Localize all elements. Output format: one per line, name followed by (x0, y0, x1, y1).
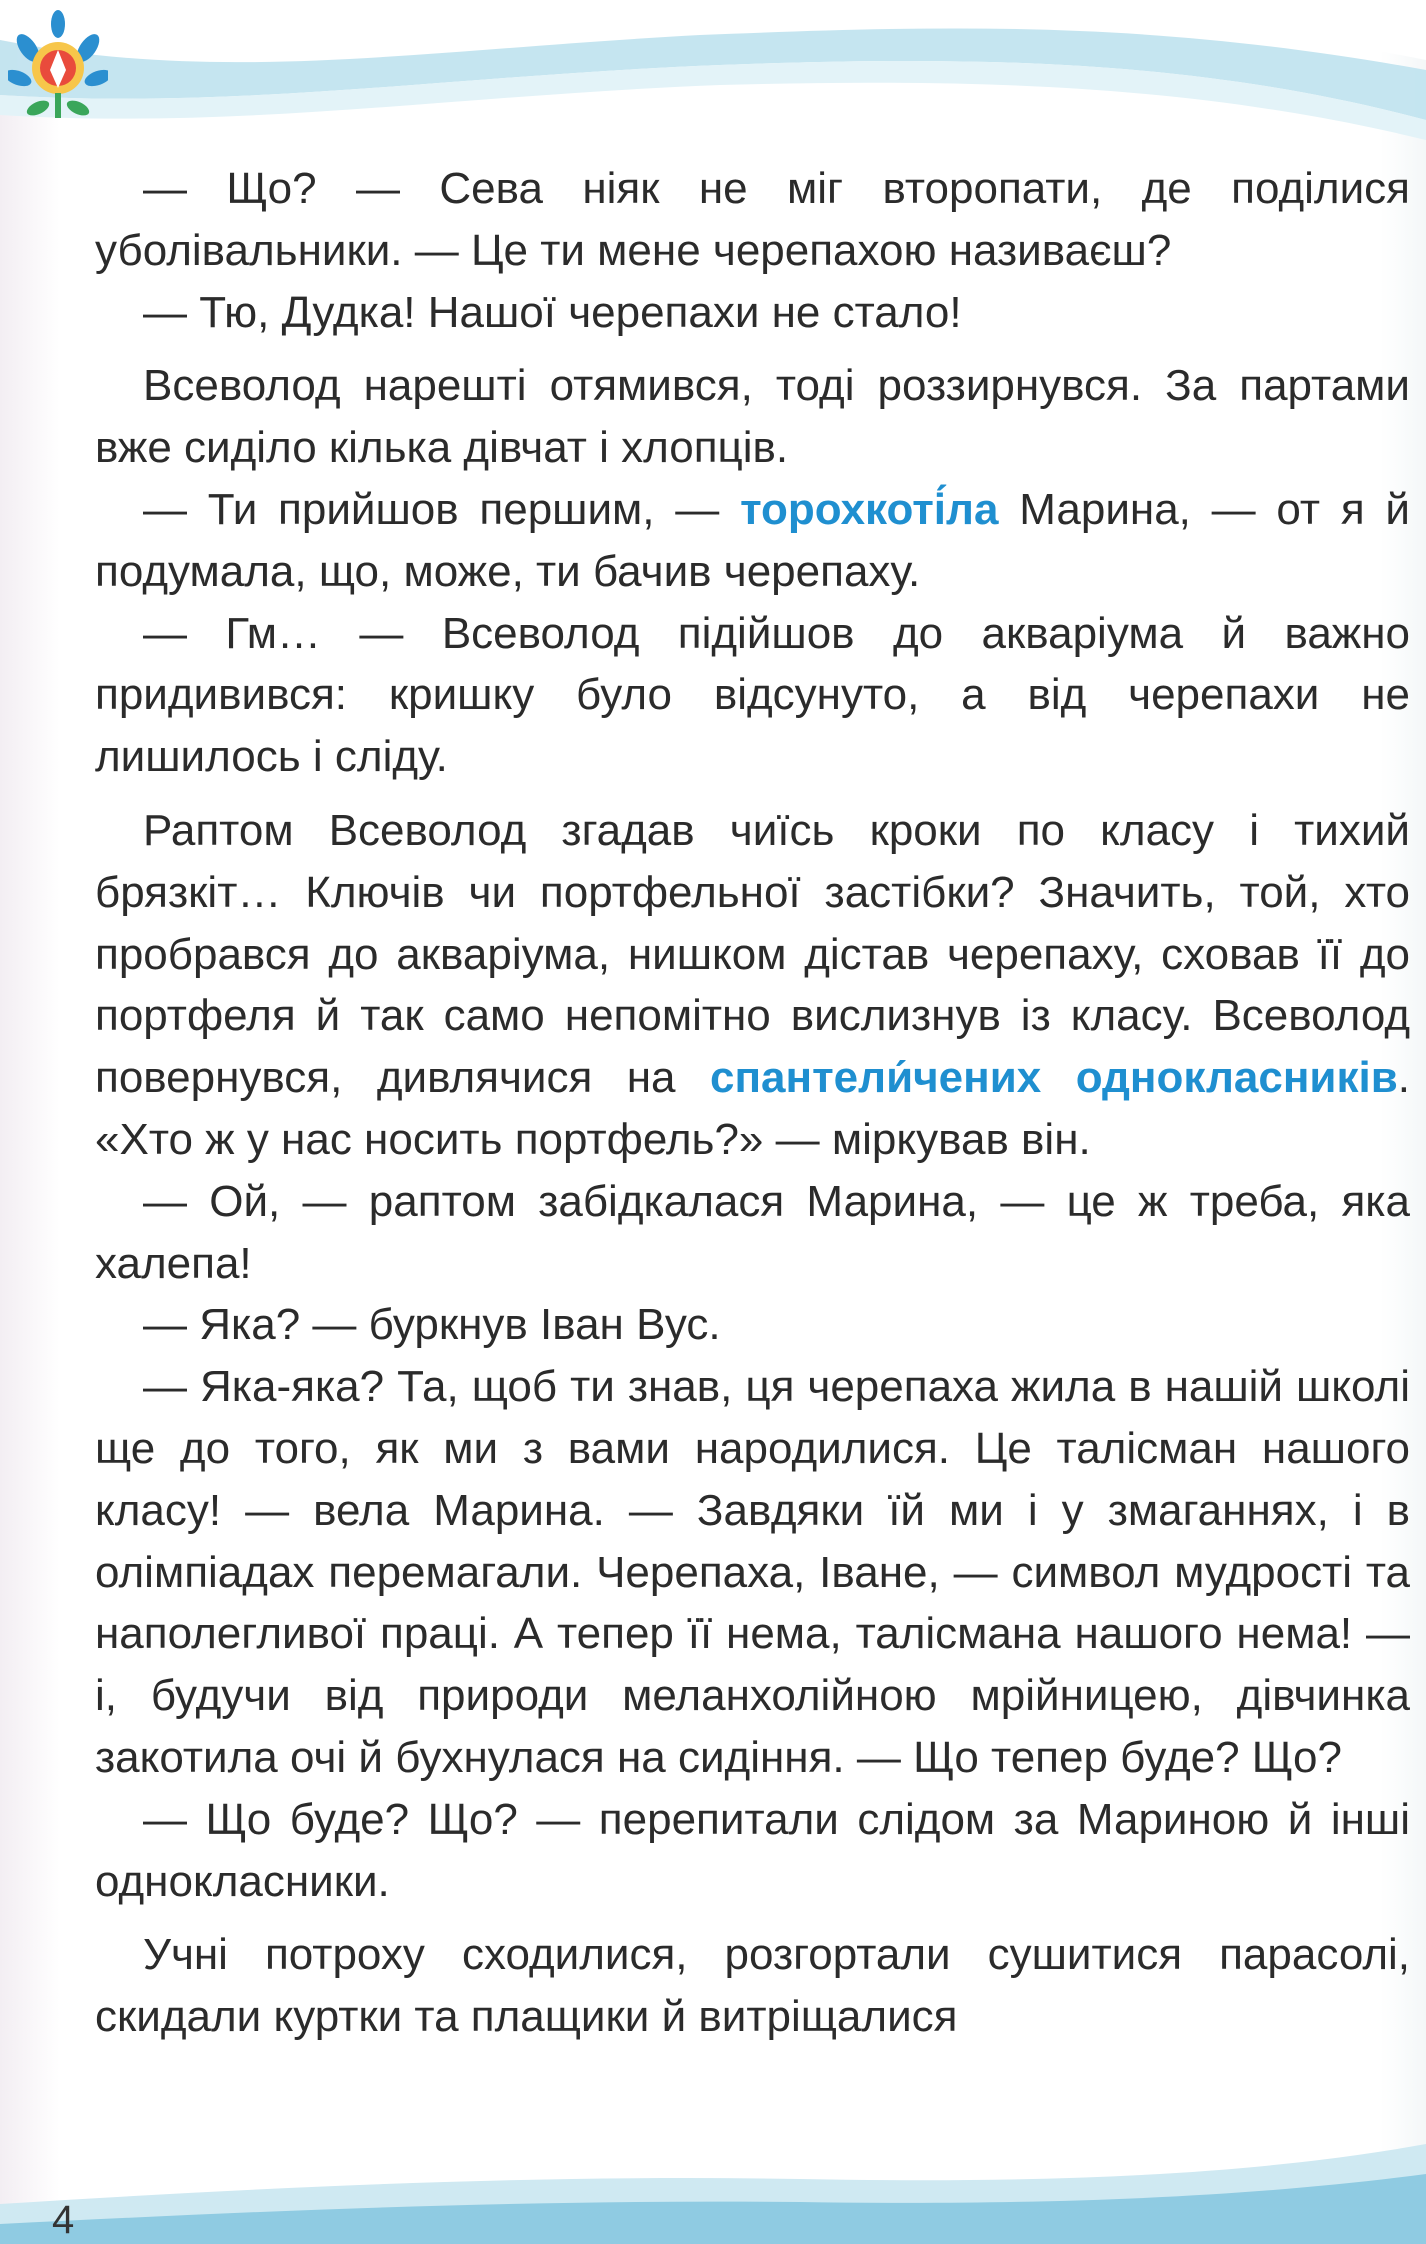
bottom-wave-decoration (0, 2134, 1426, 2244)
paragraph: — Гм… — Всеволод підійшов до акваріума й важно придивився: кришку було відсунуто, а від черепахи не лишилось і сліду. (95, 608, 1410, 782)
paragraph: — Ти прийшов першим, — торохкоті́ла Марина, — от я й подумала, що, може, ти бачив черепаху. (95, 484, 1411, 596)
paragraph: Всеволод нарешті отямився, тоді роззирнувся. За партами вже сиділо кілька дівчат і хлопців. (95, 361, 1410, 473)
paragraph: — Що? — Сева ніяк не міг второпати, де поділися уболівальники. — Це ти мене черепахою називаєш? (95, 164, 1410, 275)
paragraph: — Що буде? Що? — перепитали слідом за Мариною й інші однокласники. (95, 1794, 1410, 1906)
page-number: 4 (52, 2198, 75, 2242)
vocabulary-highlight: торохкоті́ла (740, 484, 999, 534)
paragraph: — Тю, Дудка! Нашої черепахи не стало! (143, 287, 962, 337)
flower-ornament-icon (8, 8, 108, 128)
top-wave-decoration (0, 0, 1426, 150)
paragraph: — Яка-яка? Та, щоб ти знав, ця черепаха жила в нашій школі ще до того, як ми з вами народилися. Це талісман нашого класу! — вела Марина. — Завдяки їй ми і у змаганнях, і в олімпіадах перемагали. Черепаха, Іване, — символ мудрості та наполегливої праці. А тепер її нема, талісмана нашого нема! — і, будучи від природи меланхолійною мрійницею, дівчинка закотила очі й бухнулася на сидіння. — Що тепер буде? Що? (95, 1362, 1410, 1782)
paragraph: — Ой, — раптом забідкалася Марина, — це ж треба, яка халепа! (95, 1176, 1410, 1288)
paragraph: Учні потроху сходилися, розгортали сушитися парасолі, скидали куртки та плащики й витріщалися (95, 1930, 1410, 2042)
paragraph: — Яка? — буркнув Іван Вус. (143, 1300, 721, 1350)
vocabulary-highlight: спантели́чених однокласників (710, 1053, 1398, 1103)
story-text (95, 158, 1410, 2048)
paragraph: Раптом Всеволод згадав чиїсь кроки по класу і тихий брязкіт… Ключів чи портфельної застібки? Значить, той, хто пробрався до акваріума, нишком дістав черепаху, сховав її до портфеля й так само непомітно вислизнув із класу. Всеволод повернувся, дивлячися на спантели́чених однокласників. «Хто ж у нас носить портфель?» — міркував він. (95, 805, 1410, 1164)
